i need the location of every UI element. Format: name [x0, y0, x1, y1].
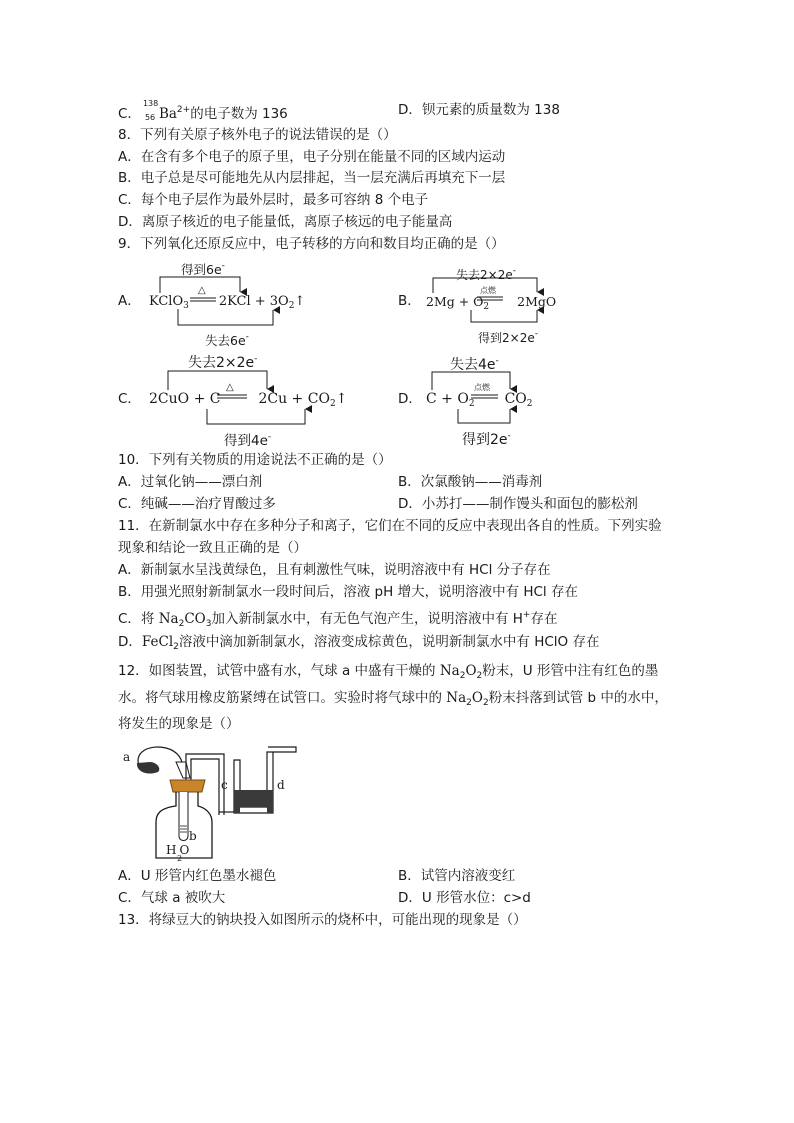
- q9-b-top-label: 失去2×2e-: [456, 266, 516, 282]
- q8-option-a: A．在含有多个电子的原子里，电子分别在能量不同的区域内运动: [118, 149, 506, 165]
- q9-d-top-label: 失去4e-: [450, 356, 499, 373]
- q11-option-b: B．用强光照射新制氯水一段时间后，溶液 pH 增大，说明溶液中有 HCl 存在: [118, 584, 578, 600]
- q11-option-a: A．新制氯水呈浅黄绿色，且有刺激性气味，说明溶液中有 HCl 分子存在: [118, 562, 551, 578]
- q7-option-d: D．钡元素的质量数为 138: [398, 102, 560, 118]
- q12-apparatus-figure: [137, 747, 296, 858]
- q9-b-bottom-label: 得到2×2e-: [478, 329, 538, 345]
- q9-option-c-label: C．: [118, 391, 141, 407]
- q11-option-d: D．FeCl$_2$溶液中滴加新制氯水，溶液变成棕黄色，说明新制氯水中有 HClO 存在: [118, 634, 600, 652]
- q12-option-b: B．试管内溶液变红: [398, 868, 516, 884]
- q9-c-equation: 2CuO + C $2Cu + CO_2↑$: [149, 391, 348, 409]
- q9-a-heat-condition: △: [198, 285, 206, 296]
- q10-stem: 10．下列有关物质的用途说法不正确的是（）: [118, 452, 392, 468]
- q7-option-c-text: 的电子数为 136: [190, 106, 288, 122]
- q9-d-brackets: [432, 372, 510, 423]
- q8-option-b: B．电子总是尽可能地先从内层排起，当一层充满后再填充下一层: [118, 170, 506, 186]
- red-ink-left: [234, 790, 240, 813]
- q9-c-bottom-label: 得到4e-: [224, 432, 272, 449]
- q12-label-water-sub: 2: [177, 854, 183, 863]
- atomic-number: 56: [144, 113, 156, 122]
- rubber-stopper: [170, 780, 205, 792]
- q9-c-heat-condition: △: [226, 382, 234, 393]
- q12-option-d: D．U 形管水位：c>d: [398, 890, 531, 906]
- q9-option-d-label: D．: [398, 391, 422, 407]
- mass-number: 138: [142, 99, 159, 108]
- q8-option-c: C．每个电子层作为最外层时，最多可容纳 8 个电子: [118, 192, 429, 208]
- q9-d-bottom-label: 得到2e-: [462, 431, 511, 448]
- red-ink-right: [267, 790, 273, 813]
- q9-stem: 9．下列氧化还原反应中，电子转移的方向和数目均正确的是（）: [118, 236, 505, 252]
- q9-a-brackets: [160, 277, 273, 325]
- balloon-neck: [176, 762, 190, 778]
- q9-d-equation: $C + O_2$ $CO_2$: [426, 391, 533, 409]
- q10-option-b: B．次氯酸钠——消毒剂: [398, 474, 543, 490]
- q9-b-brackets: [433, 278, 537, 322]
- q12-option-c: C．气球 a 被吹大: [118, 890, 226, 906]
- q12-stem-line3: 将发生的现象是（）: [118, 716, 240, 732]
- q9-b-ignite-condition: 点燃: [480, 286, 496, 295]
- q9-option-b-label: B．: [398, 293, 421, 309]
- q10-option-c: C．纯碱——治疗胃酸过多: [118, 496, 276, 512]
- element-symbol: Ba: [158, 106, 177, 122]
- q12-option-a: A．U 形管内红色墨水褪色: [118, 868, 277, 884]
- q9-a-equation: KClO$_3$ $2KCl + 3O_2↑$: [149, 294, 306, 311]
- q9-option-a-label: A．: [118, 293, 141, 309]
- q11-option-c: C．将 $Na_2CO_3$加入新制氯水中，有无色气泡产生，说明溶液中有 H+存在: [118, 610, 558, 629]
- q12-label-water: H O: [166, 843, 190, 857]
- red-ink-bottom: [240, 790, 267, 807]
- test-tube-b: [179, 792, 188, 841]
- q11-stem-line2: 现象和结论一致且正确的是（）: [118, 540, 307, 556]
- q9-a-top-label: 得到6e-: [181, 261, 225, 277]
- q9-c-top-label: 失去2×2e-: [188, 354, 258, 371]
- ion-charge: 2+: [176, 105, 191, 115]
- q9-b-equation: $2Mg + O_2$ 2MgO: [426, 294, 557, 312]
- q12-stem-line2: 水。将气球用橡皮筋紧缚在试管口。实验时将气球中的 $Na_2O_2$粉末抖落到试管 b 中的水中，: [118, 690, 668, 708]
- q12-label-d: d: [277, 778, 285, 792]
- q8-stem: 8．下列有关原子核外电子的说法错误的是（）: [118, 127, 397, 143]
- q7-option-c: C． 138 56 $Ba^{2+}$的电子数为 136: [118, 101, 288, 123]
- q12-label-b: b: [189, 829, 197, 843]
- q12-label-c: c: [221, 778, 228, 792]
- q11-stem-line1: 11．在新制氯水中存在多种分子和离子，它们在不同的反应中表现出各自的性质。下列实验: [118, 518, 662, 534]
- q10-option-a: A．过氧化钠——漂白剂: [118, 474, 263, 490]
- q9-c-brackets: [168, 371, 305, 424]
- q13-stem: 13．将绿豆大的钠块投入如图所示的烧杯中，可能出现的现象是（）: [118, 912, 527, 928]
- q12-label-a: a: [123, 750, 131, 764]
- q8-option-d: D．离原子核近的电子能量低，离原子核远的电子能量高: [118, 214, 453, 230]
- u-tube-top: [268, 747, 296, 752]
- q10-option-d: D．小苏打——制作馒头和面包的膨松剂: [398, 496, 638, 512]
- q9-a-bottom-label: 失去6e-: [205, 332, 249, 348]
- q12-stem-line1: 12．如图装置，试管中盛有水，气球 a 中盛有干燥的 $Na_2O_2$粉末，U 形管中注有红色的墨: [118, 663, 659, 681]
- q9-d-ignite-condition: 点燃: [474, 383, 490, 392]
